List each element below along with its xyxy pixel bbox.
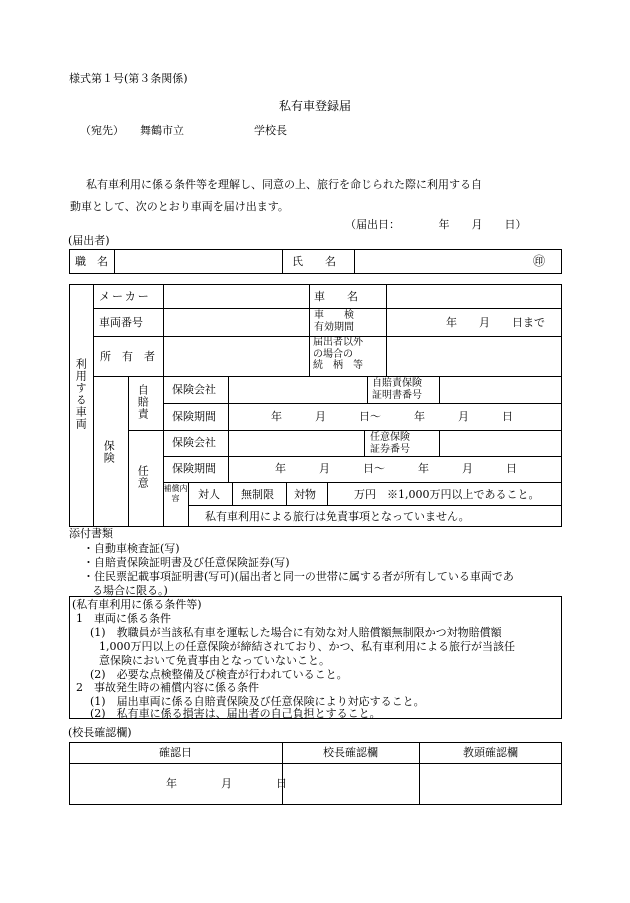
coverage-label: 補償内容 [163,484,188,503]
voluntary-period-label: 保険期間 [172,462,216,475]
bodily-label: 対人 [198,488,220,501]
compulsory-period-label: 保険期間 [172,410,216,423]
property-label: 対物 [294,488,316,501]
confirmation-section-label: (校長確認欄) [68,726,132,739]
principal-confirmation-header: 校長確認欄 [323,746,378,759]
relation-label: 届出者以外 の場合の 続 柄 等 [313,337,363,371]
attachment-item: ・住民票記載事項証明書(写可)(届出者と同一の世帯に属する者が所有している車両であ [83,570,514,583]
owner-label: 所 有 者 [100,350,155,363]
vehicle-side-label: 利用する車両 [74,358,88,430]
intro-line-1: 私有車利用に係る条件等を理解し、同意の上、旅行を命じられた際に利用する自 [86,178,482,191]
job-title-label: 職 名 [75,255,108,268]
attachment-item: ・自動車検査証(写) [83,542,180,555]
vice-principal-confirmation-header: 教頭確認欄 [463,746,518,759]
condition-line: (2) 私有車に係る損害は、届出者の自己負担とすること。 [90,707,381,720]
condition-line: 意保険において免責事由となっていないこと。 [99,654,330,667]
addressee-principal: 学校長 [254,124,287,137]
name-label: 氏 名 [292,255,336,268]
condition-line: (2) 必要な点検整備及び検査が行われていること。 [90,668,348,681]
compulsory-label: 自賠責 [136,384,150,420]
addressee-prefix: （宛先） [80,124,124,137]
compulsory-period-value: 年 月 日～ 年 月 日 [271,410,513,423]
addressee-city-school: 舞鶴市立 [140,124,184,137]
voluntary-cert-label: 任意保険 証券番号 [370,432,410,455]
voluntary-company-label: 保険会社 [172,436,216,449]
property-value: 万円 ※1,000万円以上であること。 [354,488,540,501]
applicant-section-label: (届出者) [68,234,110,247]
attachment-item: ・自賠責保険証明書及び任意保険証券(写) [83,556,290,569]
attachment-item: る場合に限る。) [92,584,168,597]
exemption-note: 私有車利用による旅行は免責事項となっていません。 [205,510,470,523]
maker-label: メーカー [99,290,151,303]
compulsory-cert-label: 自賠責保険 証明書番号 [372,378,422,401]
conditions-title: (私有車利用に係る条件等) [72,598,202,611]
condition-line: 1 車両に係る条件 [76,612,171,625]
car-name-label: 車 名 [314,290,358,303]
submission-date: （届出日： 年 月 日） [345,218,527,231]
inspection-value: 年 月 日まで [446,316,545,329]
voluntary-period-value: 年 月 日～ 年 月 日 [275,462,517,475]
attachments-title: 添付書類 [69,527,113,540]
seal-mark: ㊞ [533,254,546,268]
compulsory-company-label: 保険会社 [172,383,216,396]
confirmation-date-header: 確認日 [159,746,192,759]
voluntary-label: 任意 [136,465,150,489]
intro-line-2: 動車として、次のとおり車両を届け出ます。 [70,200,289,213]
condition-line: 1,000万円以上の任意保険が締結されており、かつ、私有車利用による旅行が当該任 [99,640,516,653]
confirmation-date-value: 年 月 日 [166,777,287,790]
form-number: 様式第１号(第３条関係) [69,72,188,85]
vehicle-number-label: 車両番号 [99,316,143,329]
bodily-value: 無制限 [241,488,274,501]
condition-line: (1) 教職員が当該私有車を運転した場合に有効な対人賠償額無制限かつ対物賠償額 [90,626,502,639]
inspection-label: 車 検 有効期間 [314,310,354,333]
condition-line: (1) 届出車両に係る自賠責保険及び任意保険により対応すること。 [90,695,425,708]
condition-line: 2 事故発生時の補償内容に係る条件 [76,681,259,694]
form-title: 私有車登録届 [278,99,351,113]
insurance-side-label: 保険 [102,440,116,464]
